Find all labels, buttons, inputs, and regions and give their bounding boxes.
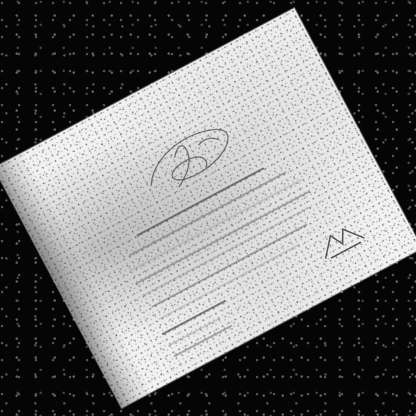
signature-stroke-tail bbox=[162, 144, 200, 187]
text-line bbox=[158, 243, 300, 320]
rotated-document-page bbox=[0, 8, 416, 408]
signature-stroke-loop bbox=[139, 120, 237, 195]
logo-base bbox=[331, 242, 361, 258]
text-line bbox=[151, 223, 307, 307]
signature-stroke-accent bbox=[198, 134, 220, 150]
footer-logo-mark bbox=[311, 216, 372, 266]
signature-block-line bbox=[168, 318, 220, 347]
signature-block-line bbox=[173, 325, 232, 358]
